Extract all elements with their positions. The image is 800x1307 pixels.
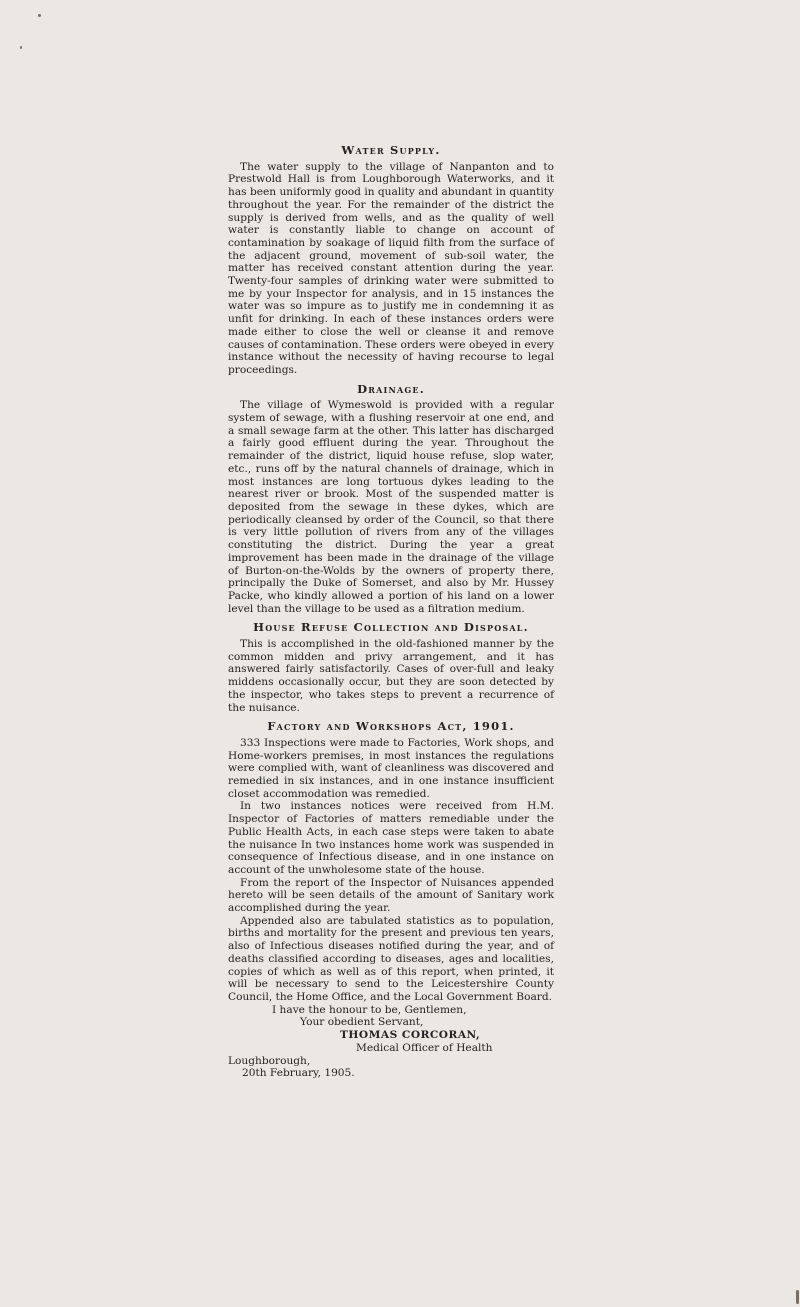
section-heading-water-supply: Water Supply. bbox=[341, 143, 441, 157]
signatory-office: Medical Officer of Health bbox=[356, 1041, 493, 1054]
closing-line: I have the honour to be, Gentlemen, bbox=[272, 1003, 467, 1016]
signature-date: 20th February, 1905. bbox=[242, 1067, 355, 1080]
paragraph-water-supply: The water supply to the village of Nanpanton and to Prestwold Hall is from Loughborough Waterworks, and it has been uniformly good in quality and abundant in quantity throughout the year. For the remainder of the district the supply is derived from wells, and as the quality of well water is constantly liable to change on account of contamination by soakage of liquid filth from the surface of the adjacent ground, movement of sub-soil water, the matter has received constant attention during the year. Twenty-four samples of drinking water were submitted to me by your Inspector for analysis, and in 15 instances the water was so impure as to justify me in condemning it as unfit for drinking. In each of these instances orders were made either to close the well or cleanse it and remove causes of contamination. These orders were obeyed in every instance without the necessity of having recourse to legal proceedings. bbox=[228, 160, 554, 376]
paragraph-nuisance-report: From the report of the Inspector of Nuisances appended hereto will be seen details of the amount of Sanitary work accomplished during the year. bbox=[228, 876, 554, 915]
report-column bbox=[228, 144, 554, 1080]
paragraph-drainage: The village of Wymeswold is provided with a regular system of sewage, with a flushing reservoir at one end, and a small sewage farm at the other. This latter has discharged a fairly good effluent during the year. Throughout the remainder of the district, liquid house refuse, slop water, etc., runs off by the natural channels of drainage, which in most instances are long tortuous dykes leading to the nearest river or brook. Most of the suspended matter is deposited from the sewage in these dykes, which are periodically cleansed by order of the Council, so that there is very little pollution of rivers from any of the villages constituting the district. During the year a great improvement has been made in the drainage of the village of Burton-on-the-Wolds by the owners of property there, principally the Duke of Somerset, and also by Mr. Hussey Packe, who kindly allowed a portion of his land on a lower level than the village to be used as a filtration medium. bbox=[228, 399, 554, 615]
paragraph-factory-notices: In two instances notices were received from H.M. Inspector of Factories of matters remediable under the Public Health Acts, in each case steps were taken to abate the nuisance In two instances home work was suspended in consequence of Infectious disease, and in one instance on account of the unwholesome state of the house. bbox=[228, 800, 554, 876]
paragraph-statistics: Appended also are tabulated statistics as to population, births and mortality for the present and previous ten years, also of Infectious diseases notified during the year, and of deaths classified according to diseases, ages and localities, copies of which as well as of this report, when printed, it will be necessary to send to the Leicestershire County Council, the Home Office, and the Local Government Board. bbox=[228, 914, 554, 1003]
section-heading-factory-act: Factory and Workshops Act, 1901. bbox=[267, 719, 515, 734]
signatory-name: THOMAS CORCORAN, bbox=[340, 1029, 481, 1042]
signature-place: Loughborough, bbox=[228, 1054, 311, 1067]
paper-speck bbox=[38, 14, 41, 17]
paper-speck bbox=[796, 1290, 799, 1304]
paper-speck bbox=[20, 46, 22, 49]
section-heading-drainage: Drainage. bbox=[357, 381, 425, 396]
paragraph-house-refuse: This is accomplished in the old-fashioned manner by the common midden and privy arrangement, and it has answered fairly satisfactorily. Cases of over-full and leaky middens occasionally occur, but they are soon detected by the inspector, who takes steps to prevent a recurrence of the nuisance. bbox=[228, 638, 554, 714]
closing-servant: Your obedient Servant, bbox=[300, 1016, 424, 1029]
signature-block bbox=[228, 1004, 554, 1080]
paragraph-factory-inspections: 333 Inspections were made to Factories, Work shops, and Home-workers premises, in most instances the regulations were complied with, want of cleanliness was discovered and remedied in six instances, and in one instance insufficient closet accommodation was remedied. bbox=[228, 736, 554, 800]
section-heading-house-refuse: House Refuse Collection and Disposal. bbox=[253, 620, 529, 635]
